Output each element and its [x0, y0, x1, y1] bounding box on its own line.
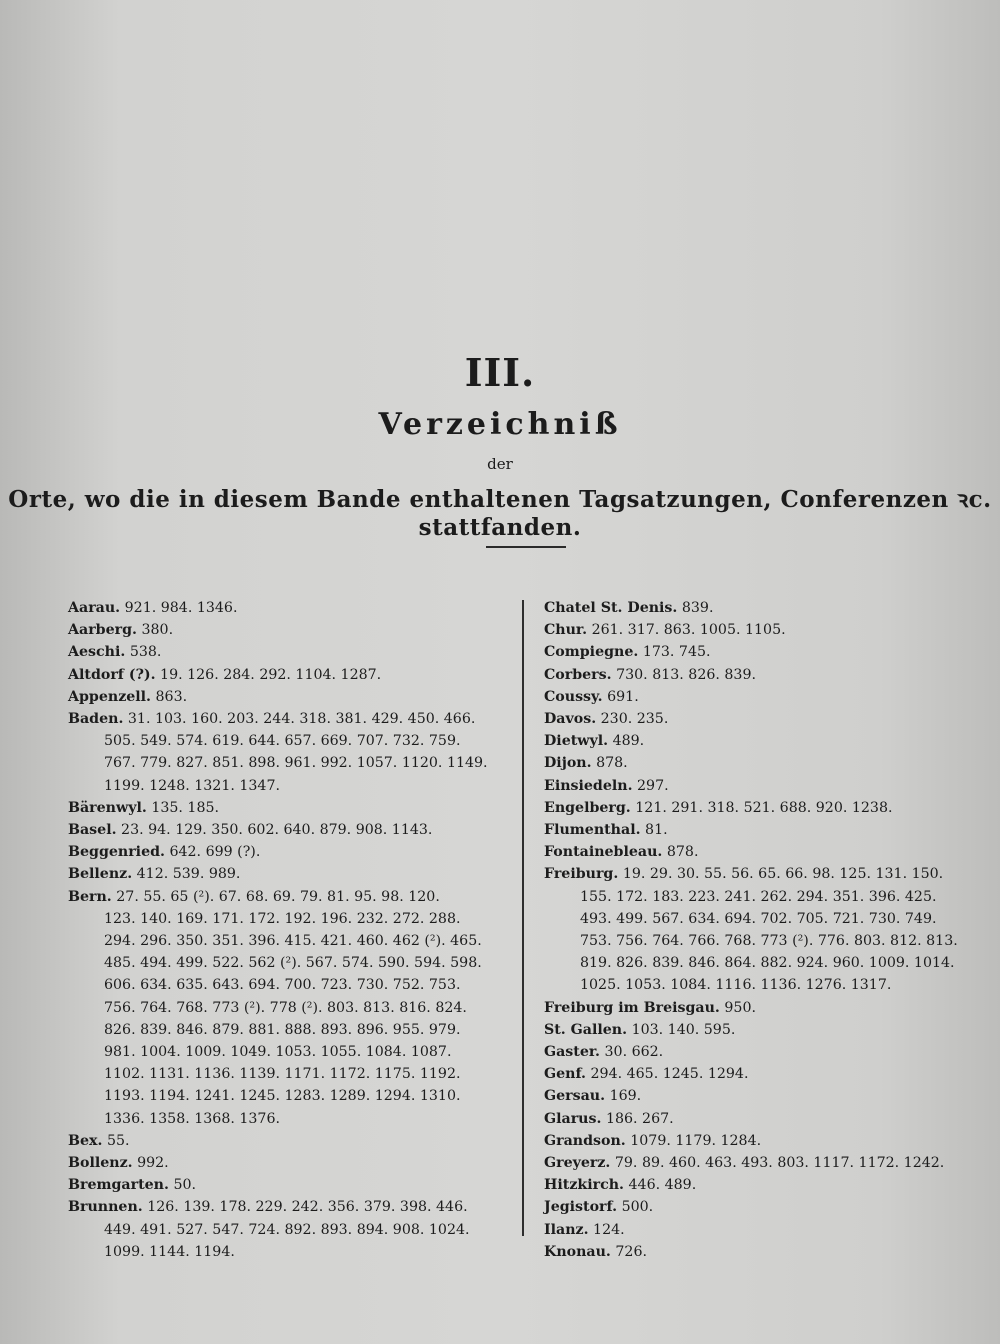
page-references: 1079. 1179. 1284.: [630, 1132, 762, 1149]
index-entry-line: [544, 1108, 984, 1130]
index-entry-line: [544, 730, 984, 752]
index-entry: [68, 1196, 508, 1263]
index-entry: [544, 1063, 984, 1085]
page-references: 863.: [155, 688, 188, 705]
place-name: Brunnen.: [68, 1199, 143, 1216]
index-column-right: [544, 597, 984, 1263]
index-entry-line: [544, 619, 984, 641]
index-entry-line: [68, 664, 508, 686]
index-entry: [544, 597, 984, 619]
index-entry: [544, 819, 984, 841]
index-entry-line: [68, 841, 508, 863]
place-name: Genf.: [544, 1066, 586, 1083]
index-entry: [544, 1219, 984, 1241]
index-entry-line: [544, 974, 984, 996]
index-entry-line: [68, 974, 508, 996]
index-entry-line: [544, 1041, 984, 1063]
page-references: 31. 103. 160. 203. 244. 318. 381. 429. 450. 466.: [127, 711, 476, 728]
page-title: Verzeichniß: [378, 407, 622, 442]
place-name: Davos.: [544, 711, 597, 728]
index-entry-line: [544, 686, 984, 708]
index-entry-line: [68, 908, 508, 930]
index-entry: [544, 730, 984, 752]
title-rule: [486, 546, 566, 548]
index-entry: [544, 1085, 984, 1107]
index-entry: [68, 641, 508, 663]
place-name: Dijon.: [544, 755, 592, 772]
index-entry-line: [544, 1063, 984, 1085]
index-entry-line: [68, 1019, 508, 1041]
page-references: 261. 317. 863. 1005. 1105.: [591, 622, 786, 639]
page-references: 642. 699 (?).: [169, 844, 261, 861]
page-references: 753. 756. 764. 766. 768. 773 (²). 776. 803. 812. 813.: [580, 933, 958, 950]
index-entry-line: [68, 886, 508, 908]
index-entry-line: [68, 997, 508, 1019]
index-entry-line: [68, 752, 508, 774]
index-entry-line: [544, 1196, 984, 1218]
page-references: 155. 172. 183. 223. 241. 262. 294. 351. 396. 425.: [580, 888, 937, 905]
index-entry-line: [544, 997, 984, 1019]
index-entry: [68, 619, 508, 641]
page-references: 767. 779. 827. 851. 898. 961. 992. 1057. 1120. 1149.: [104, 755, 488, 772]
index-entry-line: [544, 597, 984, 619]
page-references: 981. 1004. 1009. 1049. 1053. 1055. 1084. 1087.: [104, 1044, 452, 1061]
index-entry-line: [544, 708, 984, 730]
place-name: Ilanz.: [544, 1221, 589, 1238]
index-entry-line: [544, 930, 984, 952]
page-references: 1102. 1131. 1136. 1139. 1171. 1172. 1175. 1192.: [104, 1066, 461, 1083]
index-entry-line: [544, 797, 984, 819]
index-entry: [544, 775, 984, 797]
index-entry-line: [68, 819, 508, 841]
page-references: 878.: [666, 844, 699, 861]
page-subtitle: Orte, wo die in diesem Bande enthaltenen Tagsatzungen, Conferenzen ꝛc. stattfanden.: [8, 486, 992, 541]
index-entry-line: [68, 708, 508, 730]
page-references: 126. 139. 178. 229. 242. 356. 379. 398. 446.: [147, 1199, 468, 1216]
place-name: Grandson.: [544, 1132, 626, 1149]
page-references: 446. 489.: [628, 1177, 697, 1194]
title-connector: der: [487, 455, 513, 473]
place-name: Chur.: [544, 622, 588, 639]
index-entry: [68, 664, 508, 686]
place-name: Bremgarten.: [68, 1177, 169, 1194]
page-references: 79. 89. 460. 463. 493. 803. 1117. 1172. 1242.: [614, 1155, 945, 1172]
place-name: Bärenwyl.: [68, 799, 147, 816]
index-entry-line: [544, 641, 984, 663]
place-name: Fontainebleau.: [544, 844, 663, 861]
page-references: 485. 494. 499. 522. 562 (²). 567. 574. 590. 594. 598.: [104, 955, 482, 972]
page-references: 50.: [173, 1177, 197, 1194]
index-entry-line: [544, 1130, 984, 1152]
index-entry-line: [544, 752, 984, 774]
index-entry: [68, 597, 508, 619]
page-references: 921. 984. 1346.: [124, 600, 238, 616]
page-references: 1199. 1248. 1321. 1347.: [104, 777, 280, 794]
place-name: Knonau.: [544, 1243, 611, 1260]
place-name: Flumenthal.: [544, 822, 641, 839]
place-name: Hitzkirch.: [544, 1177, 624, 1194]
place-name: Basel.: [68, 822, 117, 839]
index-entry-line: [68, 1041, 508, 1063]
page-references: 538.: [129, 644, 162, 661]
index-entry: [68, 686, 508, 708]
page-references: 1193. 1194. 1241. 1245. 1283. 1289. 1294. 1310.: [104, 1088, 461, 1105]
index-entry-line: [544, 1152, 984, 1174]
index-entry: [544, 664, 984, 686]
place-name: Gaster.: [544, 1044, 600, 1061]
index-entry: [544, 1041, 984, 1063]
index-entry-line: [544, 841, 984, 863]
index-entry: [544, 797, 984, 819]
place-name: Compiegne.: [544, 644, 639, 661]
place-name: Engelberg.: [544, 799, 631, 816]
page-references: 1025. 1053. 1084. 1116. 1136. 1276. 1317.: [580, 977, 892, 994]
index-entry: [544, 841, 984, 863]
index-entry-line: [68, 686, 508, 708]
index-entry-line: [544, 1174, 984, 1196]
place-name: Aarberg.: [68, 622, 137, 639]
place-name: Freiburg.: [544, 866, 619, 883]
place-name: Aarau.: [68, 600, 121, 616]
page-references: 412. 539. 989.: [136, 866, 241, 883]
place-name: Freiburg im Breisgau.: [544, 999, 720, 1016]
page-references: 173. 745.: [642, 644, 711, 661]
index-entry-line: [544, 1241, 984, 1263]
page-references: 135. 185.: [151, 799, 220, 816]
place-name: Bellenz.: [68, 866, 133, 883]
page-references: 230. 235.: [600, 711, 669, 728]
index-entry-line: [544, 664, 984, 686]
index-entry-line: [68, 1063, 508, 1085]
page-references: 81.: [645, 822, 668, 839]
index-entry: [68, 797, 508, 819]
index-entry-line: [544, 1085, 984, 1107]
page-references: 103. 140. 595.: [631, 1021, 736, 1038]
column-divider: [522, 600, 524, 1236]
place-name: Einsiedeln.: [544, 777, 633, 794]
page-references: 124.: [593, 1221, 625, 1238]
index-entry: [68, 841, 508, 863]
index-entry-line: [68, 597, 508, 619]
page-references: 500.: [621, 1199, 654, 1216]
page-references: 123. 140. 169. 171. 172. 192. 196. 232. 272. 288.: [104, 910, 461, 927]
page-references: 606. 634. 635. 643. 694. 700. 723. 730. 752. 753.: [104, 977, 461, 994]
page-references: 826. 839. 846. 879. 881. 888. 893. 896. 955. 979.: [104, 1021, 461, 1038]
page-references: 819. 826. 839. 846. 864. 882. 924. 960. 1009. 1014.: [580, 955, 955, 972]
index-entry-line: [544, 1219, 984, 1241]
page-references: 23. 94. 129. 350. 602. 640. 879. 908. 1143.: [121, 822, 433, 839]
place-name: Bern.: [68, 888, 112, 905]
index-entry-line: [68, 641, 508, 663]
index-entry: [68, 1152, 508, 1174]
index-entry: [68, 1130, 508, 1152]
page-references: 121. 291. 318. 521. 688. 920. 1238.: [635, 799, 893, 816]
page-references: 691.: [607, 688, 639, 705]
place-name: Altdorf (?).: [68, 666, 156, 683]
index-entry: [544, 997, 984, 1019]
page-references: 449. 491. 527. 547. 724. 892. 893. 894. 908. 1024.: [104, 1221, 470, 1238]
place-name: Coussy.: [544, 688, 603, 705]
page-references: 489.: [612, 733, 645, 750]
index-entry-line: [68, 1174, 508, 1196]
page-references: 1336. 1358. 1368. 1376.: [104, 1110, 280, 1127]
place-name: Bollenz.: [68, 1155, 133, 1172]
page-references: 992.: [137, 1155, 169, 1172]
index-entry: [544, 1152, 984, 1174]
index-entry: [544, 619, 984, 641]
index-entry: [544, 1241, 984, 1263]
index-entry-line: [68, 1152, 508, 1174]
place-name: Corbers.: [544, 666, 612, 683]
place-name: St. Gallen.: [544, 1021, 628, 1038]
index-entry-line: [544, 819, 984, 841]
index-entry-line: [68, 1085, 508, 1107]
page-references: 839.: [681, 600, 714, 616]
index-column-left: [68, 597, 508, 1263]
page-references: 505. 549. 574. 619. 644. 657. 669. 707. 732. 759.: [104, 733, 461, 750]
page-references: 756. 764. 768. 773 (²). 778 (²). 803. 813. 816. 824.: [104, 999, 467, 1016]
place-name: Appenzell.: [68, 688, 151, 705]
index-entry-line: [68, 952, 508, 974]
index-entry: [544, 1108, 984, 1130]
index-entry: [544, 708, 984, 730]
index-entry-line: [544, 952, 984, 974]
index-entry-line: [68, 1196, 508, 1218]
index-entry: [544, 1174, 984, 1196]
index-entry-line: [544, 886, 984, 908]
index-entry: [68, 886, 508, 1130]
place-name: Glarus.: [544, 1110, 602, 1127]
page-references: 30. 662.: [604, 1044, 664, 1061]
index-entry-line: [68, 1219, 508, 1241]
index-entry: [544, 1196, 984, 1218]
index-entry-line: [68, 863, 508, 885]
place-name: Gersau.: [544, 1088, 606, 1105]
index-entry-line: [68, 730, 508, 752]
place-name: Chatel St. Denis.: [544, 600, 678, 616]
section-number: III.: [464, 350, 536, 395]
index-entry: [544, 1019, 984, 1041]
index-entry-line: [68, 1241, 508, 1263]
page-references: 19. 29. 30. 55. 56. 65. 66. 98. 125. 131. 150.: [622, 866, 944, 883]
page-references: 380.: [141, 622, 174, 639]
page-references: 294. 296. 350. 351. 396. 415. 421. 460. 462 (²). 465.: [104, 933, 482, 950]
page-references: 726.: [615, 1243, 647, 1260]
index-entry: [68, 819, 508, 841]
index-entry: [544, 1130, 984, 1152]
page-references: 950.: [724, 999, 756, 1016]
page-references: 297.: [637, 777, 669, 794]
index-entry-line: [68, 1130, 508, 1152]
index-entry: [544, 752, 984, 774]
page-references: 27. 55. 65 (²). 67. 68. 69. 79. 81. 95. 98. 120.: [116, 888, 440, 905]
page-references: 1099. 1144. 1194.: [104, 1243, 235, 1260]
page-references: 294. 465. 1245. 1294.: [590, 1066, 749, 1083]
page-references: 493. 499. 567. 634. 694. 702. 705. 721. 730. 749.: [580, 910, 937, 927]
index-entry: [68, 863, 508, 885]
page-references: 19. 126. 284. 292. 1104. 1287.: [160, 666, 382, 683]
index-entry: [68, 1174, 508, 1196]
index-entry: [68, 708, 508, 797]
place-name: Bex.: [68, 1132, 103, 1149]
index-entry-line: [544, 775, 984, 797]
index-entry-line: [544, 863, 984, 885]
index-entry-line: [68, 930, 508, 952]
index-entry-line: [68, 1108, 508, 1130]
place-name: Jegistorf.: [544, 1199, 618, 1216]
place-name: Beggenried.: [68, 844, 165, 861]
index-entry-line: [68, 619, 508, 641]
index-entry-line: [68, 775, 508, 797]
place-name: Aeschi.: [68, 644, 126, 661]
page-references: 169.: [609, 1088, 642, 1105]
index-entry-line: [544, 1019, 984, 1041]
page-references: 878.: [596, 755, 628, 772]
index-entry-line: [68, 797, 508, 819]
index-entry: [544, 641, 984, 663]
place-name: Baden.: [68, 711, 124, 728]
index-entry-line: [544, 908, 984, 930]
page-references: 186. 267.: [605, 1110, 674, 1127]
index-entry: [544, 863, 984, 996]
page-references: 730. 813. 826. 839.: [616, 666, 756, 683]
place-name: Dietwyl.: [544, 733, 609, 750]
index-entry: [544, 686, 984, 708]
place-name: Greyerz.: [544, 1155, 611, 1172]
page-references: 55.: [106, 1132, 130, 1149]
